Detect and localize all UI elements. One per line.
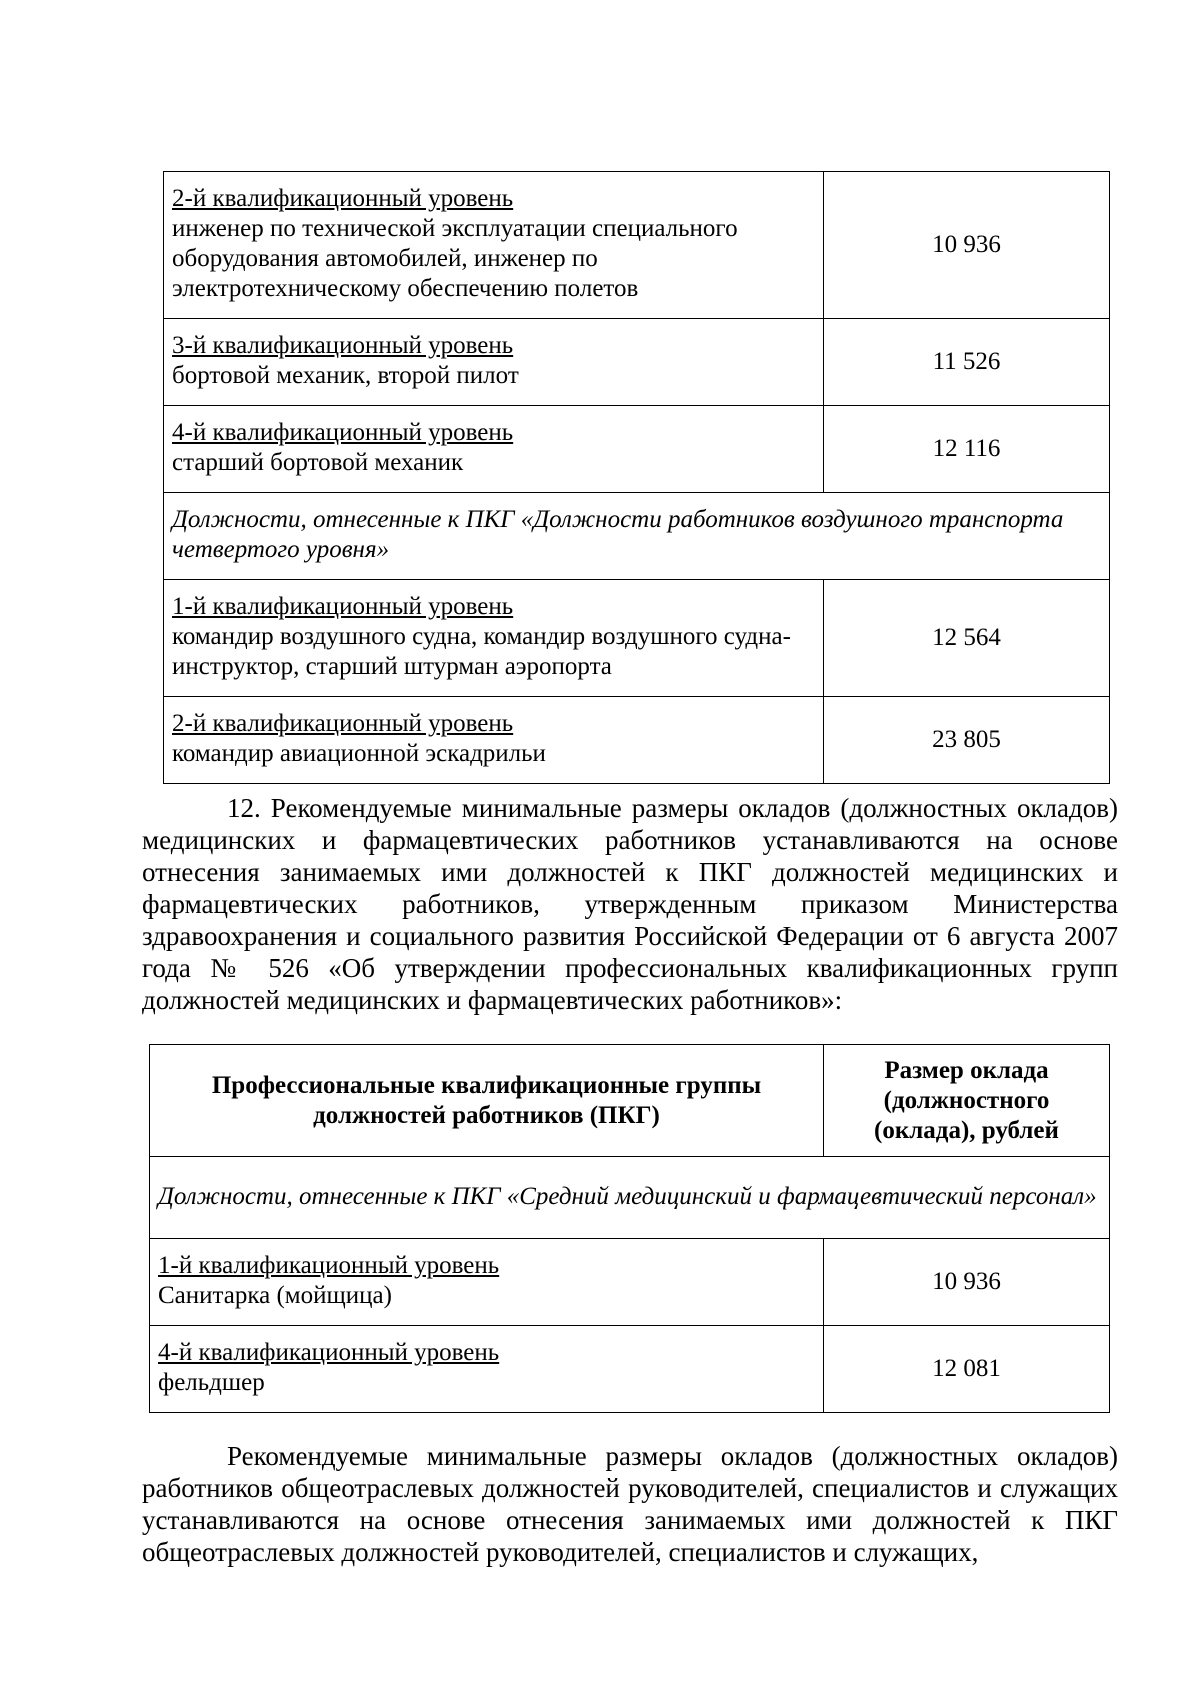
- position-list: фельдшер: [158, 1369, 265, 1396]
- salary-table-medical: [149, 1044, 1110, 1413]
- qualification-level: 4-й квалификационный уровень: [172, 419, 514, 446]
- position-cell: [150, 1326, 824, 1413]
- position-cell: [164, 172, 824, 319]
- qualification-level: 1-й квалификационный уровень: [172, 593, 514, 620]
- paragraph-general-positions: Рекомендуемые минимальные размеры окладов (должностных окладов) работников общеотраслевых должностей руководителей, специалистов и служащих устанавливаются на основе отнесения занимаемых ими должностей к ПКГ общеотраслевых должностей руководителей, специалистов и служащих,: [142, 1441, 1118, 1567]
- salary-value: 12 116: [824, 406, 1110, 493]
- position-list: старший бортовой механик: [172, 449, 464, 476]
- table-row: [164, 493, 1110, 580]
- position-cell: [164, 406, 824, 493]
- position-cell: [150, 1239, 824, 1326]
- salary-table-air-transport: [163, 171, 1110, 784]
- salary-value: 12 081: [824, 1326, 1110, 1413]
- column-header-pkg: Профессиональные квалификационные группы должностей работников (ПКГ): [150, 1045, 824, 1157]
- paragraph-12: 12. Рекомендуемые минимальные размеры окладов (должностных окладов) медицинских и фармацевтических работников устанавливаются на основе отнесения занимаемых ими должностей к ПКГ должностей медицинских и фармацевтических работников, утвержденным приказом Министерства здравоохранения и социального развития Российской Федерации от 6 августа 2007 года № 526 «Об утверждении профессиональных квалификационных групп должностей медицинских и фармацевтических работников»:: [142, 793, 1118, 1015]
- position-list: командир авиационной эскадрильи: [172, 740, 546, 767]
- table-row: [150, 1326, 1110, 1413]
- table-row: [164, 172, 1110, 319]
- qualification-level: 2-й квалификационный уровень: [172, 185, 514, 212]
- position-list: инженер по технической эксплуатации специального оборудования автомобилей, инженер по электротехническому обеспечению полетов: [172, 215, 738, 302]
- position-cell: [164, 580, 824, 697]
- qualification-level: 3-й квалификационный уровень: [172, 332, 514, 359]
- salary-value: 10 936: [824, 1239, 1110, 1326]
- position-list: командир воздушного судна, командир воздушного судна-инструктор, старший штурман аэропорта: [172, 623, 791, 680]
- table-row: [164, 406, 1110, 493]
- table-row: [164, 319, 1110, 406]
- salary-value: 12 564: [824, 580, 1110, 697]
- table-row: [164, 580, 1110, 697]
- category-heading: Должности, отнесенные к ПКГ «Должности работников воздушного транспорта четвертого уровня»: [164, 493, 1110, 580]
- table-row: [150, 1239, 1110, 1326]
- position-list: бортовой механик, второй пилот: [172, 362, 519, 389]
- qualification-level: 1-й квалификационный уровень: [158, 1252, 500, 1279]
- table-row: [164, 697, 1110, 784]
- position-list: Санитарка (мойщица): [158, 1282, 392, 1309]
- salary-value: 11 526: [824, 319, 1110, 406]
- qualification-level: 2-й квалификационный уровень: [172, 710, 514, 737]
- salary-value: 10 936: [824, 172, 1110, 319]
- category-heading: Должности, отнесенные к ПКГ «Средний медицинский и фармацевтический персонал»: [150, 1157, 1110, 1239]
- table-row: [150, 1157, 1110, 1239]
- qualification-level: 4-й квалификационный уровень: [158, 1339, 500, 1366]
- table-header-row: [150, 1045, 1110, 1157]
- column-header-salary: Размер оклада (должностного (оклада), рублей: [824, 1045, 1110, 1157]
- position-cell: [164, 697, 824, 784]
- salary-value: 23 805: [824, 697, 1110, 784]
- position-cell: [164, 319, 824, 406]
